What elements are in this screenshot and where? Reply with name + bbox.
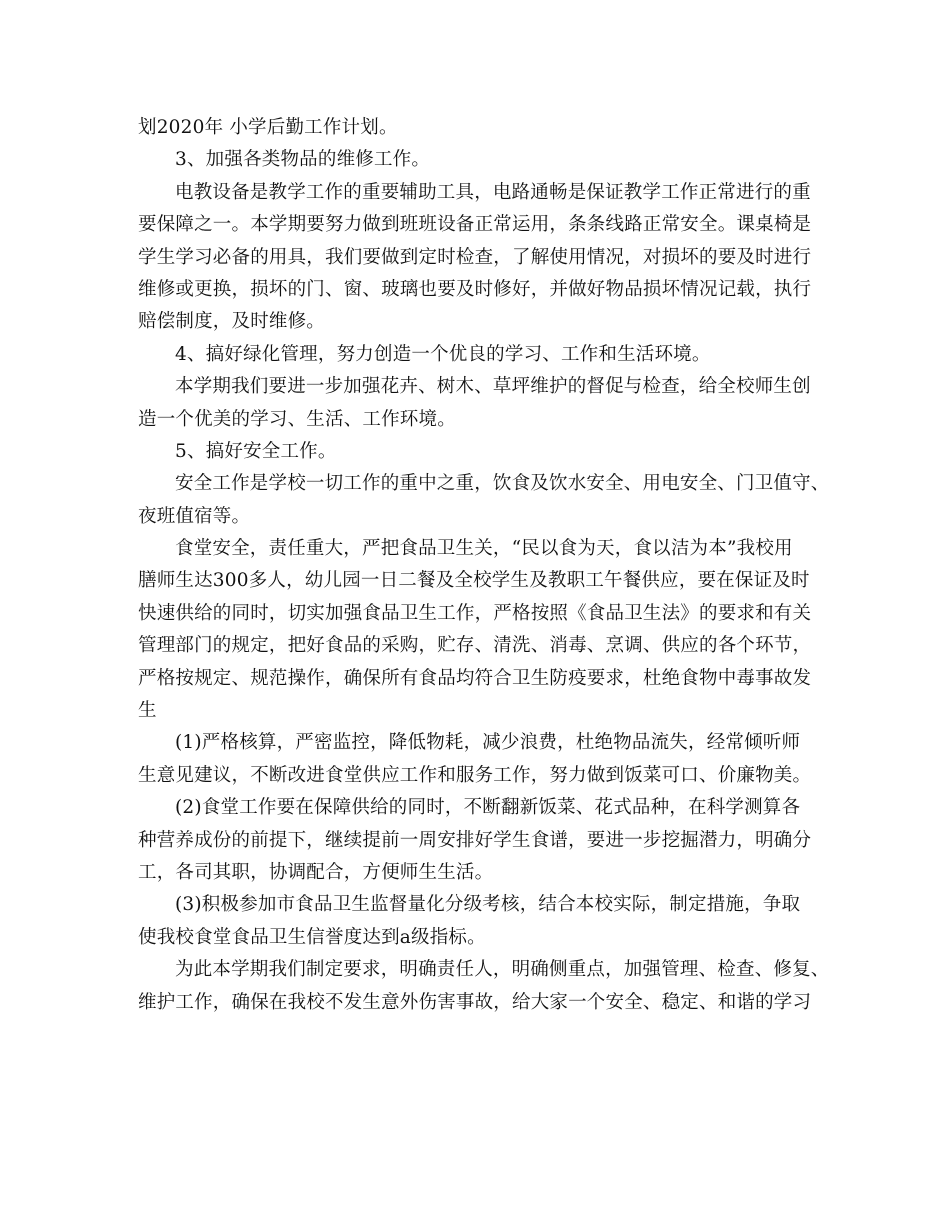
- text-line: 要保障之一。本学期要努力做到班班设备正常运用，条条线路正常安全。课桌椅是: [138, 214, 812, 236]
- text-line: (2)食堂工作要在保障供给的同时，不断翻新饭菜、花式品种，在科学测算各: [175, 797, 801, 819]
- text-line: (1)严格核算，严密监控，降低物耗，减少浪费，杜绝物品流失，经常倾听师: [175, 732, 801, 754]
- text-line: 严格按规定、规范操作，确保所有食品均符合卫生防疫要求，杜绝食物中毒事故发: [138, 667, 812, 689]
- text-line: 使我校食堂食品卫生信誉度达到a级指标。: [138, 926, 486, 948]
- text-line: 维护工作，确保在我校不发生意外伤害事故，给大家一个安全、稳定、和谐的学习: [138, 991, 812, 1013]
- text-line: 安全工作是学校一切工作的重中之重，饮食及饮水安全、用电安全、门卫值守、: [175, 473, 830, 495]
- text-line: 为此本学期我们制定要求，明确责任人，明确侧重点，加强管理、检查、修复、: [175, 959, 830, 981]
- text-line: 4、搞好绿化管理，努力创造一个优良的学习、工作和生活环境。: [175, 343, 711, 365]
- text-line: 膳师生达300多人，幼儿园一日二餐及全校学生及教职工午餐供应，要在保证及时: [138, 570, 810, 592]
- text-line: 夜班值宿等。: [138, 505, 251, 527]
- text-line: 管理部门的规定，把好食品的采购，贮存、清洗、消毒、烹调、供应的各个环节，: [138, 635, 812, 657]
- text-line: 本学期我们要进一步加强花卉、树木、草坪维护的督促与检查，给全校师生创: [175, 376, 811, 398]
- text-line: 学生学习必备的用具，我们要做到定时检查，了解使用情况，对损坏的要及时进行: [138, 246, 812, 268]
- text-line: 赔偿制度，及时维修。: [138, 311, 326, 333]
- text-line: 工，各司其职，协调配合，方便师生生活。: [138, 861, 494, 883]
- text-line: 生意见建议，不断改进食堂供应工作和服务工作，努力做到饭菜可口、价廉物美。: [138, 764, 812, 786]
- text-line: 划2020年 小学后勤工作计划。: [138, 117, 398, 138]
- text-line: 食堂安全，责任重大，严把食品卫生关，“民以食为天，食以洁为本”我校用: [175, 538, 793, 560]
- text-line: 快速供给的同时，切实加强食品卫生工作，严格按照《食品卫生法》的要求和有关: [138, 602, 812, 624]
- text-line: 生: [138, 700, 157, 722]
- document-page: [138, 112, 828, 1019]
- text-line: 3、加强各类物品的维修工作。: [175, 149, 431, 171]
- text-line: 电教设备是教学工作的重要辅助工具，电路通畅是保证教学工作正常进行的重: [175, 181, 811, 203]
- text-line: (3)积极参加市食品卫生监督量化分级考核，结合本校实际，制定措施，争取: [175, 894, 801, 916]
- text-line: 种营养成份的前提下，继续提前一周安排好学生食谱，要进一步挖掘潜力，明确分: [138, 829, 812, 851]
- text-line: 造一个优美的学习、生活、工作环境。: [138, 408, 456, 430]
- text-line: 维修或更换，损坏的门、窗、玻璃也要及时修好，并做好物品损坏情况记载，执行: [138, 278, 812, 300]
- text-line: 5、搞好安全工作。: [175, 440, 337, 462]
